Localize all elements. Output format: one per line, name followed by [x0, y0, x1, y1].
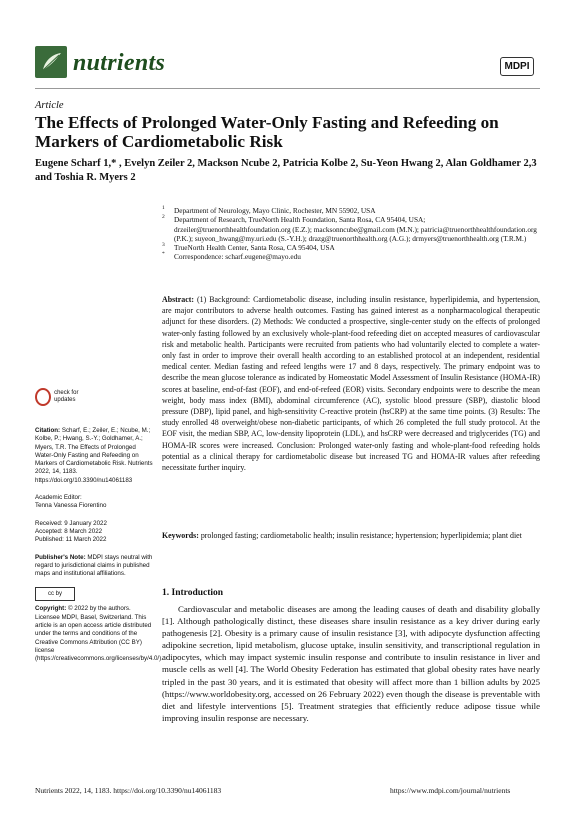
journal-name: nutrients [73, 50, 166, 76]
correspondence: * Correspondence: scharf.eugene@mayo.edu [162, 251, 301, 262]
accepted-date: Accepted: 8 March 2022 [35, 527, 103, 535]
authors-line-2: and Toshia R. Myers 2 [35, 172, 136, 183]
author-list [35, 157, 545, 185]
check-for-updates-button[interactable]: check for updates [35, 385, 95, 409]
paper-title: The Effects of Prolonged Water-Only Fasting and Refeeding on Markers of Cardiometabolic Risk [35, 113, 499, 151]
affiliation-item: 2 Department of Research, TrueNorth Health Foundation, Santa Rosa, CA 95404, USA; drzeiler@truenorthhealthfoundation.org (E.Z.); macksonncube@gmail.com (M.N.); patricia@truenorthhealthfoundation.org (P.K.); suyeon_hwang@my.uri.edu (S.-Y.H.); drazg@truenorthhealth.org (A.G.); drmyers@truenorthhealth.org (T.R.M.) [162, 214, 537, 243]
leaf-icon [35, 46, 67, 78]
footer-journal-link[interactable]: https://www.mdpi.com/journal/nutrients [390, 786, 511, 795]
sidebar [35, 385, 163, 673]
keywords-text: prolonged fasting; cardiometabolic health; insulin resistance; hypertension; hyperlipidemia; plant diet [200, 531, 522, 540]
dates [35, 520, 153, 545]
abstract [162, 294, 540, 473]
article-type: Article [35, 100, 64, 111]
abstract-text: (1) Background: Cardiometabolic disease, including insulin resistance, hyperlipidemia, and hypertension, are major contributors to adverse health outcomes. Fasting has gained interest as a nonpharmacological therapeutic adjunct for these disorders. (2) Methods: We conducted a prospective, single-center study on the effects of prolonged water-only fasting followed by an exclusively whole-plant-food refeeding diet on accepted measures of cardiovascular risk and metabolic health. Participants were recruited from patients who had voluntarily elected to complete a water-only fast in order to improve their overall health according to an established protocol at an independent, residential medical center. Median fasting and refeed lengths were 17 and 8 days, respectively. The primary endpoint was to describe the mean glucose tolerance as indicated by Homeostatic Model Assessment of Insulin Resistance (HOMA-IR) scores at baseline, end-of-fast (EOF), and end-of-refeed (EOR) visits. Secondary endpoints were to describe the mean weight, body mass index (BMI), abdominal circumference (AC), systolic blood pressure (SBP), diastolic blood pressure (DBP), lipid panel, and high-sensitivity C-reactive protein (hsCRP) at the same time points. (3) Results: The study enrolled 48 overweight/obese non-diabetic participants, of which 26 completed the full study protocol. At the EOF visit, the median SBP, AC, low-density lipoprotein (LDL), and hsCRP were decreased and triglycerides (TG) and HOMA-IR scores were increased. Conclusion: Prolonged water-only fasting and whole-plant-food refeeding holds potential as a clinical therapy for cardiometabolic disease but increased TG and HOMA-IR values after refeeding necessitate further inquiry. [162, 295, 540, 473]
received-date: Received: 9 January 2022 [35, 519, 107, 527]
affiliations [162, 206, 540, 262]
footer-citation: Nutrients 2022, 14, 1183. https://doi.org/10.3390/nu14061183 [35, 786, 222, 795]
publisher-logo: MDPI [500, 57, 534, 76]
authors-line-1: Eugene Scharf 1,* , Evelyn Zeiler 2, Mackson Ncube 2, Patricia Kolbe 2, Su-Yeon Hwang 2, Alan Goldhamer 2,3 [35, 158, 537, 169]
copyright: Copyright: © 2022 by the authors. Licensee MDPI, Basel, Switzerland. This article is an open access article distributed under the terms and conditions of the Creative Commons Attribution (CC BY) license (https://creativecommons.org/licenses/by/4.0/). [35, 605, 163, 663]
published-date: Published: 11 March 2022 [35, 536, 107, 544]
keywords [162, 530, 540, 541]
abstract-label: Abstract: [162, 295, 194, 304]
affiliation-item: 3 TrueNorth Health Center, Santa Rosa, CA 95404, USA [162, 242, 335, 253]
keywords-label: Keywords: [162, 531, 199, 540]
citation: Citation: Scharf, E.; Zeiler, E.; Ncube, M.; Kolbe, P.; Hwang, S.-Y.; Goldhamer, A.; Myers, T.R. The Effects of Prolonged Water-Only Fasting and Refeeding on Markers of Cardiometabolic Risk. Nutrients 2022, 14, 1183. https://doi.org/10.3390/nu14061183 [35, 427, 153, 484]
cc-license-badge[interactable]: cc by [35, 587, 75, 601]
header-divider [35, 88, 540, 89]
section-heading: 1. Introduction [162, 588, 224, 598]
journal-logo [35, 46, 67, 78]
publisher-note: Publisher's Note: MDPI stays neutral with regard to jurisdictional claims in published maps and institutional affiliations. [35, 553, 153, 578]
academic-editor: Academic Editor: Tenna Vanessa Fiorentino [35, 494, 107, 510]
check-icon [35, 388, 51, 406]
introduction-paragraph: Cardiovascular and metabolic diseases are among the leading causes of death and disability globally [1]. Although pathologically distinct, these diseases share insulin resistance as a key driver during early pathogenesis [2]. Obesity is a primary cause of insulin resistance [3], with adipocyte dysfunction affecting adipokine secretion, lipid metabolism, glucose uptake, insulin sensitivity, and transcriptional regulation in adipocytes, which may impact systemic insulin response and contribute to insulin resistance in liver and muscle cells as well [4]. The World Obesity Federation has estimated that global obesity rates have nearly tripled in the past 30 years, and it is estimated that obesity will affect more than 1 billion adults by 2025 (https://www.worldobesity.org, accessed on 26 February 2022) even though the disease is preventable with diet and lifestyle interventions [5]. Treatment strategies that efficiently reduce adipose tissue while improving insulin response are necessary. [162, 604, 540, 723]
affiliation-item: 1 Department of Neurology, Mayo Clinic, Rochester, MN 55902, USA [162, 205, 376, 215]
